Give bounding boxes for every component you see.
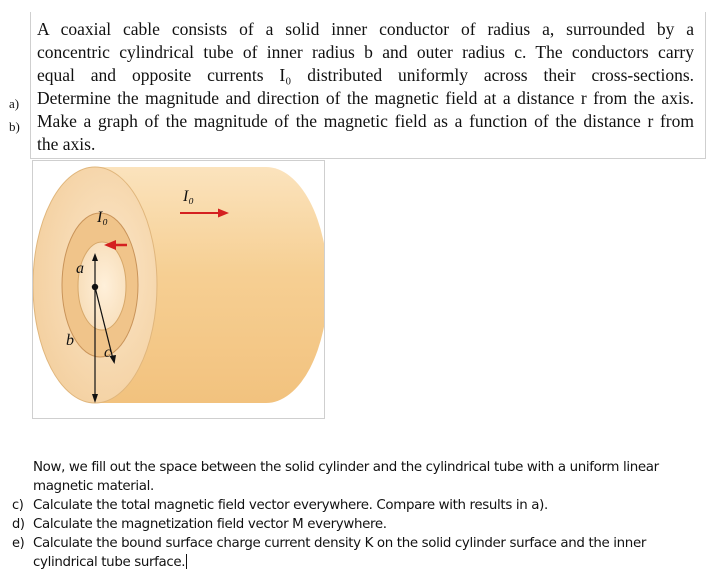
question-c: Calculate the total magnetic field vector everywhere. Compare with results in a). bbox=[33, 498, 548, 513]
coaxial-cable-diagram bbox=[33, 161, 324, 418]
problem-line-a: Determine the magnitude and direction of the magnetic field at a distance r from the axis. bbox=[37, 88, 694, 108]
coaxial-cable-figure bbox=[32, 160, 325, 419]
label-radius-c: c bbox=[104, 344, 112, 361]
marker-e: e) bbox=[12, 536, 25, 551]
marker-c: c) bbox=[12, 498, 24, 513]
marker-a: a) bbox=[9, 96, 20, 111]
label-radius-b: b bbox=[66, 332, 74, 349]
problem-line-1: A coaxial cable consists of a solid inner conductor of radius a, surrounded by a bbox=[37, 19, 694, 39]
problem-line-b-cont: the axis. bbox=[37, 134, 96, 154]
question-e-last-line: cylindrical tube surface. bbox=[33, 555, 186, 570]
marker-d: d) bbox=[12, 517, 25, 532]
label-radius-a: a bbox=[76, 260, 84, 277]
question-d: Calculate the magnetization field vector M everywhere. bbox=[33, 517, 387, 532]
followup-intro-line-1: Now, we fill out the space between the solid cylinder and the cylindrical tube with a uniform linear bbox=[33, 460, 659, 475]
problem-line-3: equal and opposite currents I₀ distributed uniformly across their cross-sections. bbox=[37, 65, 694, 85]
text-cursor bbox=[186, 554, 187, 569]
problem-line-2: concentric cylindrical tube of inner radius b and outer radius c. The conductors carry bbox=[37, 42, 694, 62]
question-e: Calculate the bound surface charge current density K on the solid cylinder surface and the inner bbox=[33, 536, 646, 551]
marker-b: b) bbox=[9, 119, 20, 134]
label-outer-current: I₀ bbox=[183, 188, 194, 205]
followup-intro-line-2: magnetic material. bbox=[33, 479, 154, 494]
question-e-cont bbox=[33, 553, 187, 572]
label-inner-current: I₀ bbox=[97, 209, 108, 226]
problem-line-b: Make a graph of the magnitude of the magnetic field as a function of the distance r from bbox=[37, 111, 694, 131]
